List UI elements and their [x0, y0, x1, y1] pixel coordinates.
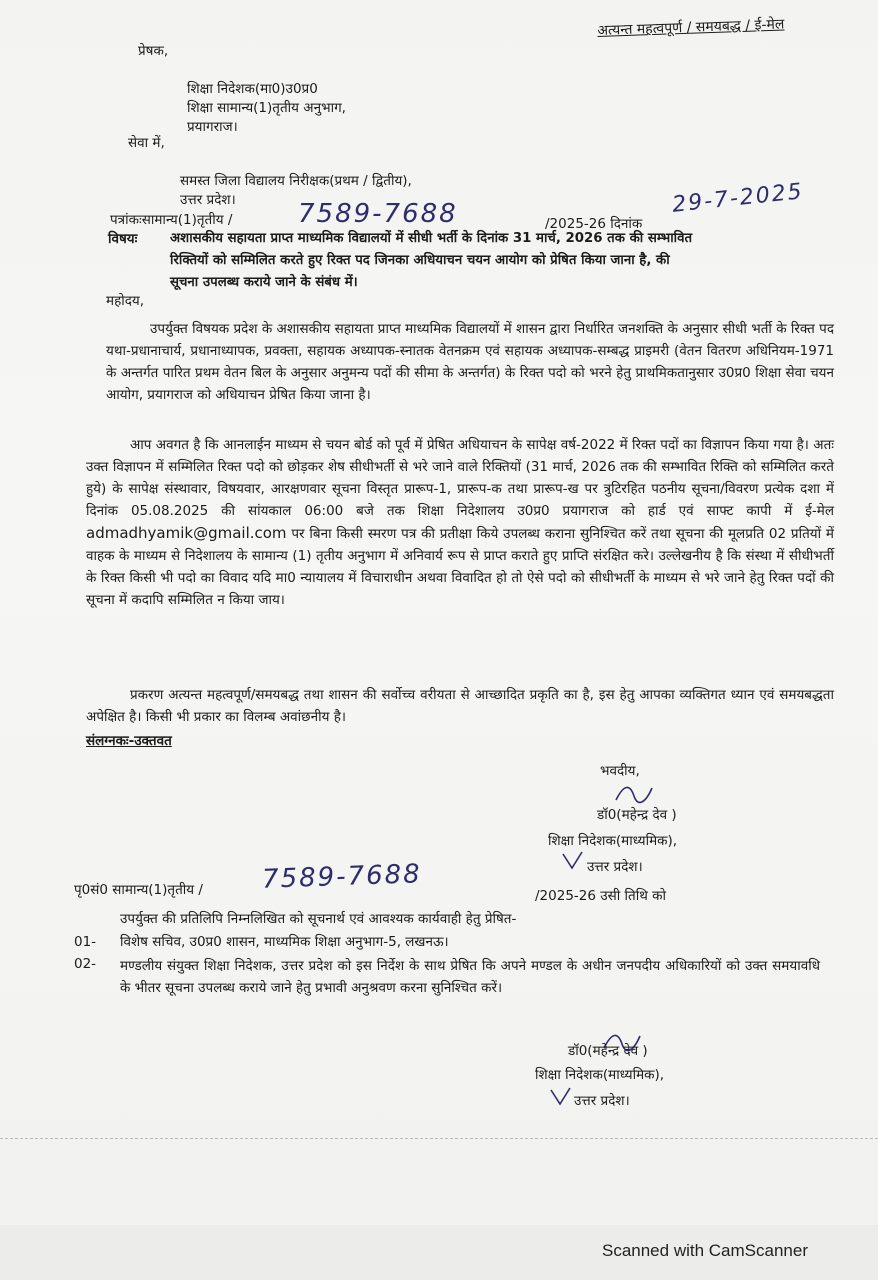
- signatory-name-2: डॉ0(महेन्द्र देव ): [568, 1043, 648, 1059]
- signatory-state-2: उत्तर प्रदेश।: [574, 1093, 630, 1109]
- signatory-state-1: उत्तर प्रदेश।: [587, 859, 643, 875]
- paragraph-2: [86, 434, 834, 611]
- to-line-2: उत्तर प्रदेश।: [180, 192, 236, 208]
- scanner-watermark: Scanned with CamScanner: [601, 1241, 808, 1260]
- enclosure-note: संलग्नकः-उक्तवत: [86, 733, 172, 749]
- sender-line-2: शिक्षा सामान्य(1)तृतीय अनुभाग,: [187, 100, 346, 116]
- page-edge-line: [0, 1138, 878, 1139]
- ref-year: /2025-26 दिनांक: [545, 216, 643, 232]
- copy-item-1-text: विशेष सचिव, उ0प्र0 शासन, माध्यमिक शिक्षा अनुभाग-5, लखनऊ।: [120, 934, 449, 950]
- sender-line-3: प्रयागराज।: [187, 119, 238, 135]
- subject-label: विषयः: [108, 231, 138, 247]
- signature-mark-1: [612, 782, 682, 804]
- copy-ref-prefix: पृ0सं0 सामान्य(1)तृतीय /: [74, 882, 203, 898]
- paragraph-2-part-a: आप अवगत है कि आनलाईन माध्यम से चयन बोर्ड को पूर्व में प्रेषित अधियाचन के सापेक्ष वर्ष-2022 में रिक्त पदों का विज्ञापन किया गया है। अतः उक्त विज्ञापन में सम्मिलित रिक्त पदो को छोड़कर शेष सीधीभर्ती से भरे जाने वाले रिक्तियों (31 मार्च, 2026 तक की सम्भावित रिक्ति को सम्मिलित करते हुये) के सापेक्ष संस्थावार, विषयवार, आरक्षणवार सूचना विस्तृत प्रारूप-1, प्रारूप-क तथा प्रारूप-ख पर त्रुटिरहित पठनीय सूचना/विवरण प्रत्येक दशा में दिनांक 05.08.2025 की सांयकाल 06:00 बजे तक शिक्षा निदेशालय उ0प्र0 प्रयागराज को हार्ड एवं साफ्ट कापी में ई-मेल: [86, 437, 834, 519]
- sender-line-1: शिक्षा निदेशक(मा0)उ0प्र0: [187, 81, 318, 97]
- copy-item-2-number: 02-: [74, 956, 97, 972]
- ref-number-handwritten: 7589-7688: [298, 199, 458, 229]
- subject-line-2: रिक्तियों को सम्मिलित करते हुए रिक्त पद जिनका अधियाचन चयन आयोग को प्रेषित किया जाना है, की: [170, 253, 670, 268]
- closing: भवदीय,: [600, 763, 640, 779]
- salutation: महोदय,: [106, 293, 145, 309]
- priority-note: अत्यन्त महत्वपूर्ण / समयबद्ध / ई-मेल: [597, 16, 785, 39]
- paragraph-3: प्रकरण अत्यन्त महत्वपूर्ण/समयबद्ध तथा शासन की सर्वोच्च वरीयता से आच्छादित प्रकृति का है, इस हेतु आपका व्यक्तिगत ध्यान एवं समयबद्धता अपेक्षित है। किसी भी प्रकार का विलम्ब अवांछनीय है।: [86, 687, 834, 725]
- ref-date-handwritten: 29-7-2025: [671, 179, 805, 218]
- copy-item-1-number: 01-: [74, 934, 97, 950]
- signatory-name-1: डॉ0(महेन्द्र देव ): [597, 807, 677, 823]
- sender-label: प्रेषक,: [138, 43, 169, 59]
- paragraph-2-part-b: पर बिना किसी स्मरण पत्र की प्रतीक्षा किये उपलब्ध कराना सुनिश्चित करें तथा सूचना की मूलप्रति 02 प्रतियों में वाहक के माध्यम से निदेशालय के सामान्य (1) तृतीय अनुभाग में अनिवार्य रूप से प्राप्त कराते हुए प्राप्ति संरक्षित करे। उल्लेखनीय है कि संस्था में सीधीभर्ती के रिक्त किसी भी पदो का विवाद यदि मा0 न्यायालय में विचाराधीन अथवा विवादित हो तो ऐसे पदो को सीधीभर्ती के माध्यम से भरे जाने हेतु रिक्त पदों की सूचना में कदापि सम्मिलित न किया जाय।: [86, 526, 834, 608]
- copy-item-2-text: मण्डलीय संयुक्त शिक्षा निदेशक, उत्तर प्रदेश को इस निर्देश के साथ प्रेषित कि अपने मण्डल के अधीन जनपदीय अधिकारियों को उक्त समयावधि के भीतर सूचना उपलब्ध कराये जाने हेतु प्रभावी अनुश्रवण करना सुनिश्चित करें।: [120, 958, 820, 996]
- copy-ref-number-handwritten: 7589-7688: [261, 859, 423, 895]
- copy-intro: उपर्युक्त की प्रतिलिपि निम्नलिखित को सूचनार्थ एवं आवश्यक कार्यवाही हेतु प्रेषित-: [120, 911, 517, 927]
- copy-ref-suffix: /2025-26 उसी तिथि को: [535, 888, 667, 904]
- to-line-1: समस्त जिला विद्यालय निरीक्षक(प्रथम / द्वितीय),: [180, 173, 412, 189]
- subject-line-1: अशासकीय सहायता प्राप्त माध्यमिक विद्यालयों में सीधी भर्ती के दिनांक 31 मार्च, 2026 तक की सम्भावित: [170, 231, 693, 246]
- ref-prefix: पत्रांकःसामान्य(1)तृतीय /: [110, 212, 233, 228]
- email-address: admadhyamik@gmail.com: [86, 524, 287, 542]
- signatory-designation-1: शिक्षा निदेशक(माध्यमिक),: [548, 833, 678, 849]
- to-label: सेवा में,: [128, 135, 165, 151]
- paragraph-1: उपर्युक्त विषयक प्रदेश के अशासकीय सहायता प्राप्त माध्यमिक विद्यालयों में शासन द्वारा निर्धारित जनशक्ति के अनुसार सीधी भर्ती के रिक्त पद यथा-प्रधानाचार्य, प्रधानाध्यापक, प्रवक्ता, सहायक अध्यापक-स्नातक वेतनक्रम एवं सहायक अध्यापक-सम्बद्ध प्राइमरी (वेतन वितरण अधिनियम-1971 के अन्तर्गत पारित प्रथम वेतन बिल के अनुसार अनुमन्य पदों की सीमा के अन्तर्गत) के रिक्त पदो को भरने हेतु प्राथमिकतानुसार उ0प्र0 शिक्षा सेवा चयन आयोग, प्रयागराज को अधियाचन प्रेषित किया जाना है।: [106, 321, 834, 403]
- initial-mark-1: [560, 850, 590, 872]
- signatory-designation-2: शिक्षा निदेशक(माध्यमिक),: [535, 1067, 665, 1083]
- subject-line-3: सूचना उपलब्ध कराये जाने के संबंध में।: [170, 275, 358, 290]
